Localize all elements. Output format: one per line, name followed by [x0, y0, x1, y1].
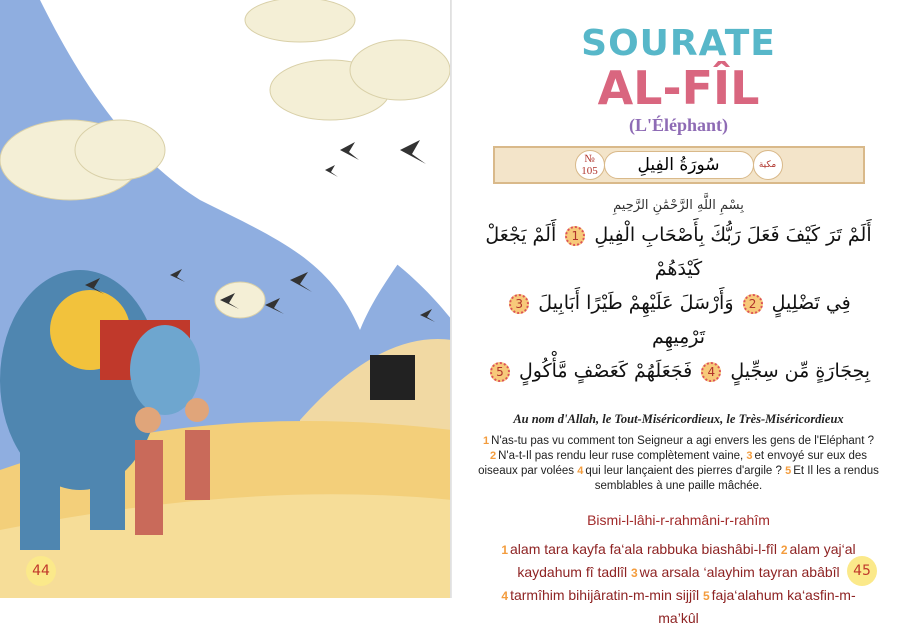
- verse-text: Et Il les a rendus semblables à une paille mâchée.: [594, 465, 879, 492]
- transliteration-basmala: Bismi-l-lâhi-r-rahmâni-r-rahîm: [587, 512, 770, 528]
- verse-text: wa arsala ‘alayhim tayran abâbîl: [639, 564, 840, 580]
- arabic-line: [484, 286, 874, 354]
- verse-number: 3: [630, 566, 638, 580]
- text-page: [452, 0, 905, 626]
- french-heading: Au nom d'Allah, le Tout-Miséricordieux, le Très-Miséricordieux: [513, 412, 844, 426]
- surah-number-badge: [575, 150, 605, 180]
- verse-text: N'a-t-Il pas rendu leur ruse complètement vaine,: [498, 450, 744, 462]
- verse-text: qui leur lançaient des pierres d'argile ?: [585, 465, 782, 477]
- verse-text: tarmîhim bihijâratin-m-min sijjîl: [510, 587, 700, 603]
- arabic-text: أَلَمْ يَجْعَلْ كَيْدَهُمْ: [485, 224, 703, 280]
- basmala-ar: بِسْمِ اللَّهِ الرَّحْمَٰنِ الرَّحِيمِ: [613, 198, 744, 213]
- french-translation: [470, 434, 888, 494]
- verse-text: et envoyé sur eux des oiseaux par volées: [478, 450, 868, 477]
- verse-number-badge: 2: [743, 294, 763, 314]
- verse-number: 4: [577, 465, 584, 477]
- transliteration: [501, 538, 857, 629]
- verse-number: 5: [785, 465, 792, 477]
- arabic-line: [484, 218, 874, 286]
- arabic-verses: [484, 218, 874, 388]
- surah-name-ar: سُورَةُ الفِيلِ: [604, 151, 754, 179]
- verse-text: faja‘alahum ka‘asfin-m-ma’kûl: [658, 587, 856, 626]
- verse-text: N'as-tu pas vu comment ton Seigneur a agi envers les gens de l'Eléphant ?: [491, 435, 874, 447]
- elephant-army-illustration: [0, 0, 452, 598]
- revelation-badge: مكية: [753, 150, 783, 180]
- verse-number-badge: 1: [565, 226, 585, 246]
- verse-number-badge: 4: [701, 362, 721, 382]
- verse-number: 1: [501, 543, 509, 557]
- verse-number-badge: 3: [509, 294, 529, 314]
- title-line1: SOURATE: [581, 23, 776, 64]
- verse-number: 3: [746, 450, 753, 462]
- page-number: 45: [847, 556, 877, 586]
- verse-number: 5: [702, 589, 710, 603]
- arabic-text: فِي تَضْلِيلٍ: [771, 292, 851, 314]
- verse-text: alam yaj‘al kaydahum fî tadlîl: [517, 541, 856, 580]
- verse-number-badge: 5: [490, 362, 510, 382]
- arabic-line: [484, 354, 874, 388]
- number-label: №: [584, 153, 595, 165]
- arabic-text: أَلَمْ تَرَ كَيْفَ فَعَلَ رَبُّكَ بِأَصْحَابِ الْفِيلِ: [594, 224, 872, 246]
- subtitle: (L'Éléphant): [628, 115, 729, 135]
- surah-banner: [493, 146, 865, 184]
- title-line2: AL-FÎL: [597, 61, 760, 115]
- arabic-text: تَرْمِيهِم: [651, 326, 706, 348]
- text-column: [452, 24, 905, 629]
- arabic-text: وَأَرْسَلَ عَلَيْهِمْ طَيْرًا أَبَابِيلَ: [538, 292, 734, 314]
- surah-number: 105: [581, 165, 598, 177]
- verse-number: 1: [483, 435, 490, 447]
- verse-number: 2: [489, 450, 497, 462]
- arabic-text: بِحِجَارَةٍ مِّن سِجِّيلٍ: [730, 360, 871, 382]
- illustration-page: [0, 0, 452, 598]
- verse-number: 2: [780, 543, 788, 557]
- verse-number: 4: [501, 589, 509, 603]
- arabic-text: فَجَعَلَهُمْ كَعَصْفٍ مَّأْكُولٍ: [518, 360, 693, 382]
- verse-text: alam tara kayfa fa‘ala rabbuka biashâbi-l-fîl: [510, 541, 777, 557]
- page-number: 44: [26, 556, 56, 586]
